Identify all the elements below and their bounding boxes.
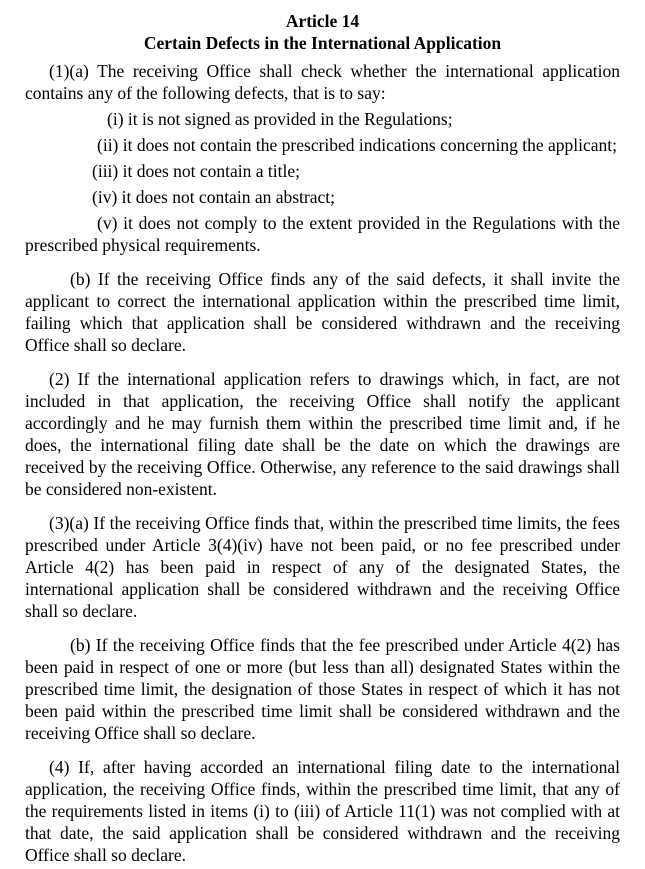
paragraph-1b: (b) If the receiving Office finds any of the said defects, it shall invite the applicant to correct the international application within the prescribed time limit, failing which that application shall be considered withdrawn and the receiving Office shall so declare.: [25, 269, 620, 355]
document-page: [25, 10, 620, 866]
paragraph-3b: (b) If the receiving Office finds that the fee prescribed under Article 4(2) has been paid in respect of one or more (but less than all) designated States within the prescribed time limit, the designation of those States in respect of which it has not been paid within the prescribed time limit shall be considered withdrawn and the receiving Office shall so declare.: [25, 635, 620, 743]
paragraph-1a-item-iii: (iii) it does not contain a title;: [92, 161, 301, 181]
paragraph-1a-intro: (1)(a) The receiving Office shall check whether the international application contains any of the following defects, that is to say:: [25, 61, 620, 103]
paragraph-1a-item-v: (v) it does not comply to the extent provided in the Regulations with the prescribed physical requirements.: [25, 213, 620, 255]
paragraph-1a-item-ii: (ii) it does not contain the prescribed indications concerning the applicant;: [97, 135, 617, 155]
paragraph-1a-item-i: (i) it is not signed as provided in the Regulations;: [107, 109, 453, 129]
paragraph-3a: (3)(a) If the receiving Office finds that, within the prescribed time limits, the fees prescribed under Article 3(4)(iv) have not been paid, or no fee prescribed under Article 4(2) has been paid in respect of any of the designated States, the international application shall be considered withdrawn and the receiving Office shall so declare.: [25, 513, 620, 621]
paragraph-1a-item-iv: (iv) it does not contain an abstract;: [92, 187, 335, 207]
article-number: Article 14: [285, 11, 360, 31]
article-heading: Certain Defects in the International Application: [143, 33, 502, 53]
paragraph-2: (2) If the international application refers to drawings which, in fact, are not included in that application, the receiving Office shall notify the applicant accordingly and he may furnish them within the prescribed time limit and, if he does, the international filing date shall be the date on which the drawings are received by the receiving Office. Otherwise, any reference to the said drawings shall be considered non-existent.: [25, 369, 620, 499]
paragraph-4: (4) If, after having accorded an international filing date to the international application, the receiving Office finds, within the prescribed time limit, that any of the requirements listed in items (i) to (iii) of Article 11(1) was not complied with at that date, the said application shall be considered withdrawn and the receiving Office shall so declare.: [25, 757, 620, 865]
